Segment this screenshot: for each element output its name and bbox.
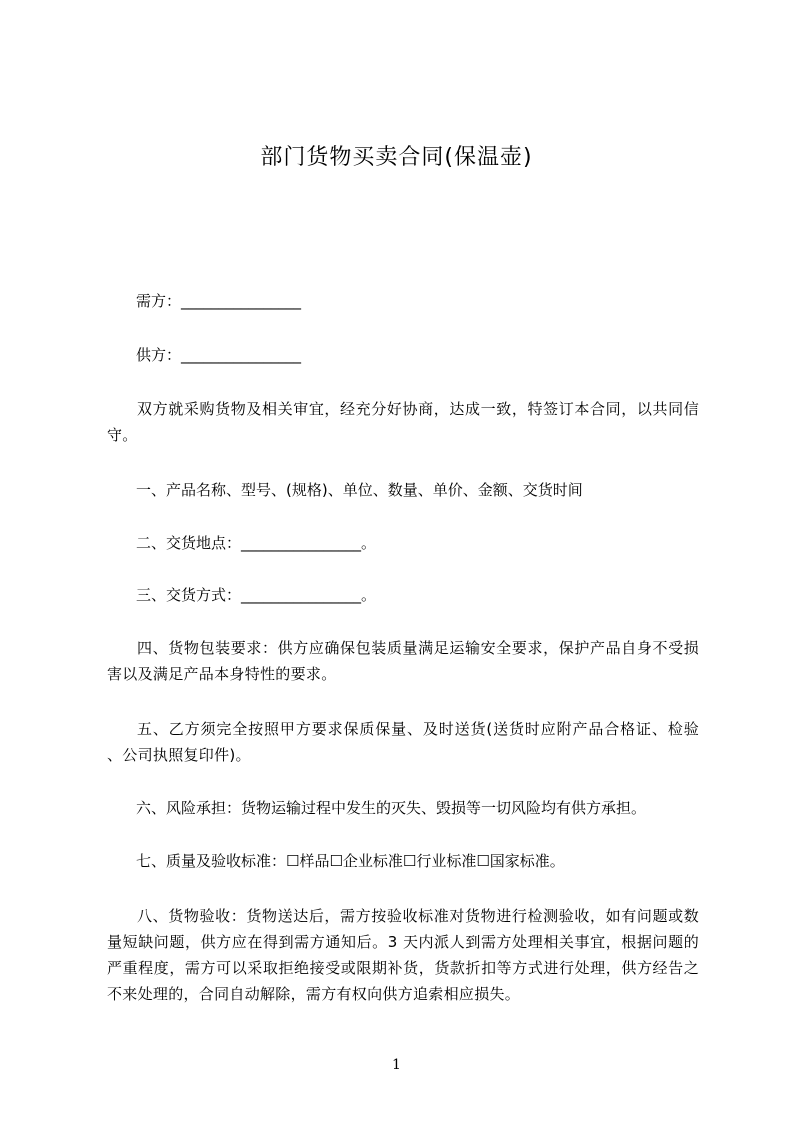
clause-2: 二、交货地点：________________。	[136, 534, 377, 552]
clause-8: 八、货物验收：货物送达后，需方按验收标准对货物进行检测验收，如有问题或数量短缺问题，供方应在得到需方通知后。3 天内派人到需方处理相关事宜，根据问题的严重程度，需方可以采取拒绝接受或限期补货，货款折扣等方式进行处理，供方经告之不来处理的，合同自动解除，需方有权向供方追索相应损失。	[107, 907, 699, 1003]
clause-3: 三、交货方式：________________。	[136, 586, 377, 604]
clause-5: 五、乙方须完全按照甲方要求保质保量、及时送货(送货时应附产品合格证、检验 、公司执照复印件)。	[107, 720, 699, 764]
page-number: 1	[392, 1057, 401, 1073]
document-title: 部门货物买卖合同(保温壶)	[260, 145, 533, 170]
clause-7: 七、质量及验收标准：☐样品☐企业标准☐行业标准☐国家标准。	[136, 852, 565, 870]
buyer-line: 需方：________________	[136, 292, 302, 310]
clause-1: 一、产品名称、型号、(规格)、单位、数量、单价、金额、交货时间	[136, 481, 583, 499]
supplier-line: 供方：________________	[136, 346, 302, 364]
clause-4: 四、货物包装要求：供方应确保包装质量满足运输安全要求，保护产品自身不受损害以及满足产品本身特性的要求。	[107, 639, 699, 683]
intro-paragraph: 双方就采购货物及相关审宜，经充分好协商，达成一致，特签订本合同，以共同信守。	[107, 400, 699, 444]
clause-6: 六、风险承担：货物运输过程中发生的灭失、毁损等一切风险均有供方承担。	[136, 799, 647, 817]
